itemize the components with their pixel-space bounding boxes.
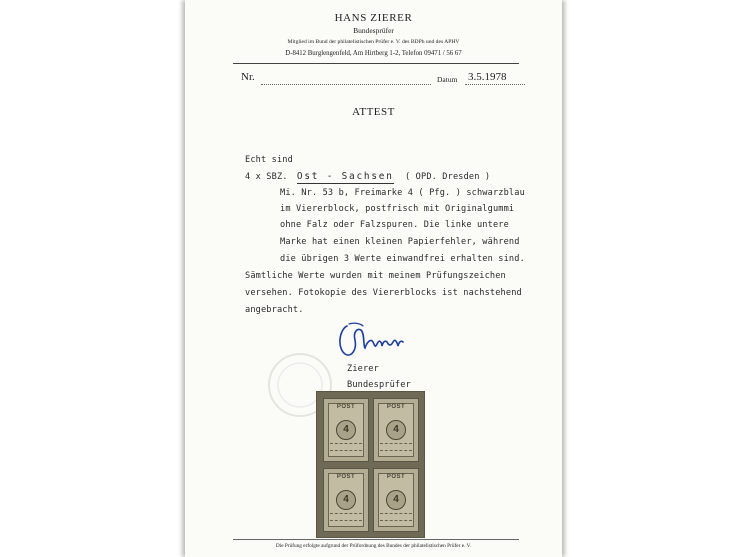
issuer-title: Bundesprüfer	[353, 26, 394, 35]
body-line-4: im Viererblock, postfrisch mit Originalgummi	[280, 204, 515, 214]
stamp-label: POST	[336, 404, 356, 410]
nr-line	[261, 84, 431, 85]
stamp-label: POST	[336, 474, 356, 480]
signer-name: Zierer	[347, 364, 379, 374]
issuer-membership: Mitglied im Bund der philatelistischen Prüfer e. V. des BDPh und des APHV	[287, 39, 460, 45]
document-title: ATTEST	[352, 106, 395, 118]
footer-rule	[233, 539, 519, 540]
body-line-8: Sämtliche Werte wurden mit meinem Prüfungszeichen	[245, 271, 506, 281]
certificate-sheet	[185, 0, 562, 557]
signer-role: Bundesprüfer	[347, 380, 411, 390]
body-line-7: die übrigen 3 Werte einwandfrei erhalten sind.	[280, 254, 525, 264]
line2-prefix: 4 x SBZ.	[245, 172, 288, 182]
body-line-5: ohne Falz oder Falzspuren. Die linke untere	[280, 220, 509, 230]
stamp-value: 4	[386, 420, 406, 440]
datum-line	[465, 84, 525, 85]
signature-image	[335, 320, 410, 362]
body-line-3: Mi. Nr. 53 b, Freimarke 4 ( Pfg. ) schwarzblau	[280, 188, 525, 198]
line2-suffix: ( OPD. Dresden )	[405, 172, 491, 182]
body-line-10: angebracht.	[245, 305, 304, 315]
stamp-value: 4	[336, 490, 356, 510]
body-line-6: Marke hat einen kleinen Papierfehler, während	[280, 237, 520, 247]
header-rule	[233, 63, 519, 64]
body-line-9: versehen. Fotokopie des Viererblocks ist nachstehend	[245, 288, 522, 298]
nr-label: Nr.	[241, 71, 255, 83]
stamp-bottom-right	[373, 468, 419, 532]
body-line-2	[245, 171, 490, 184]
datum-label: Datum	[437, 75, 458, 84]
issuer-address: D-8412 Burglengenfeld, Am Hirtberg 1-2, Telefon 09471 / 56 67	[285, 50, 462, 57]
stamp-bottom-left	[323, 468, 369, 532]
stamp-label: POST	[386, 404, 406, 410]
line2-region: Ost - Sachsen	[296, 171, 394, 182]
stamp-block-of-four	[316, 391, 425, 538]
stamp-top-right	[373, 398, 419, 462]
stamp-label: POST	[386, 474, 406, 480]
body-line-1: Echt sind	[245, 155, 293, 165]
stamp-value: 4	[336, 420, 356, 440]
stamp-value: 4	[386, 490, 406, 510]
footer-note: Die Prüfung erfolgte aufgrund der Prüfordnung des Bundes der philatelistischen Prüfer e. V.	[275, 543, 472, 549]
stamp-top-left	[323, 398, 369, 462]
datum-value: 3.5.1978	[468, 71, 507, 83]
issuer-name: HANS ZIERER	[334, 12, 413, 24]
